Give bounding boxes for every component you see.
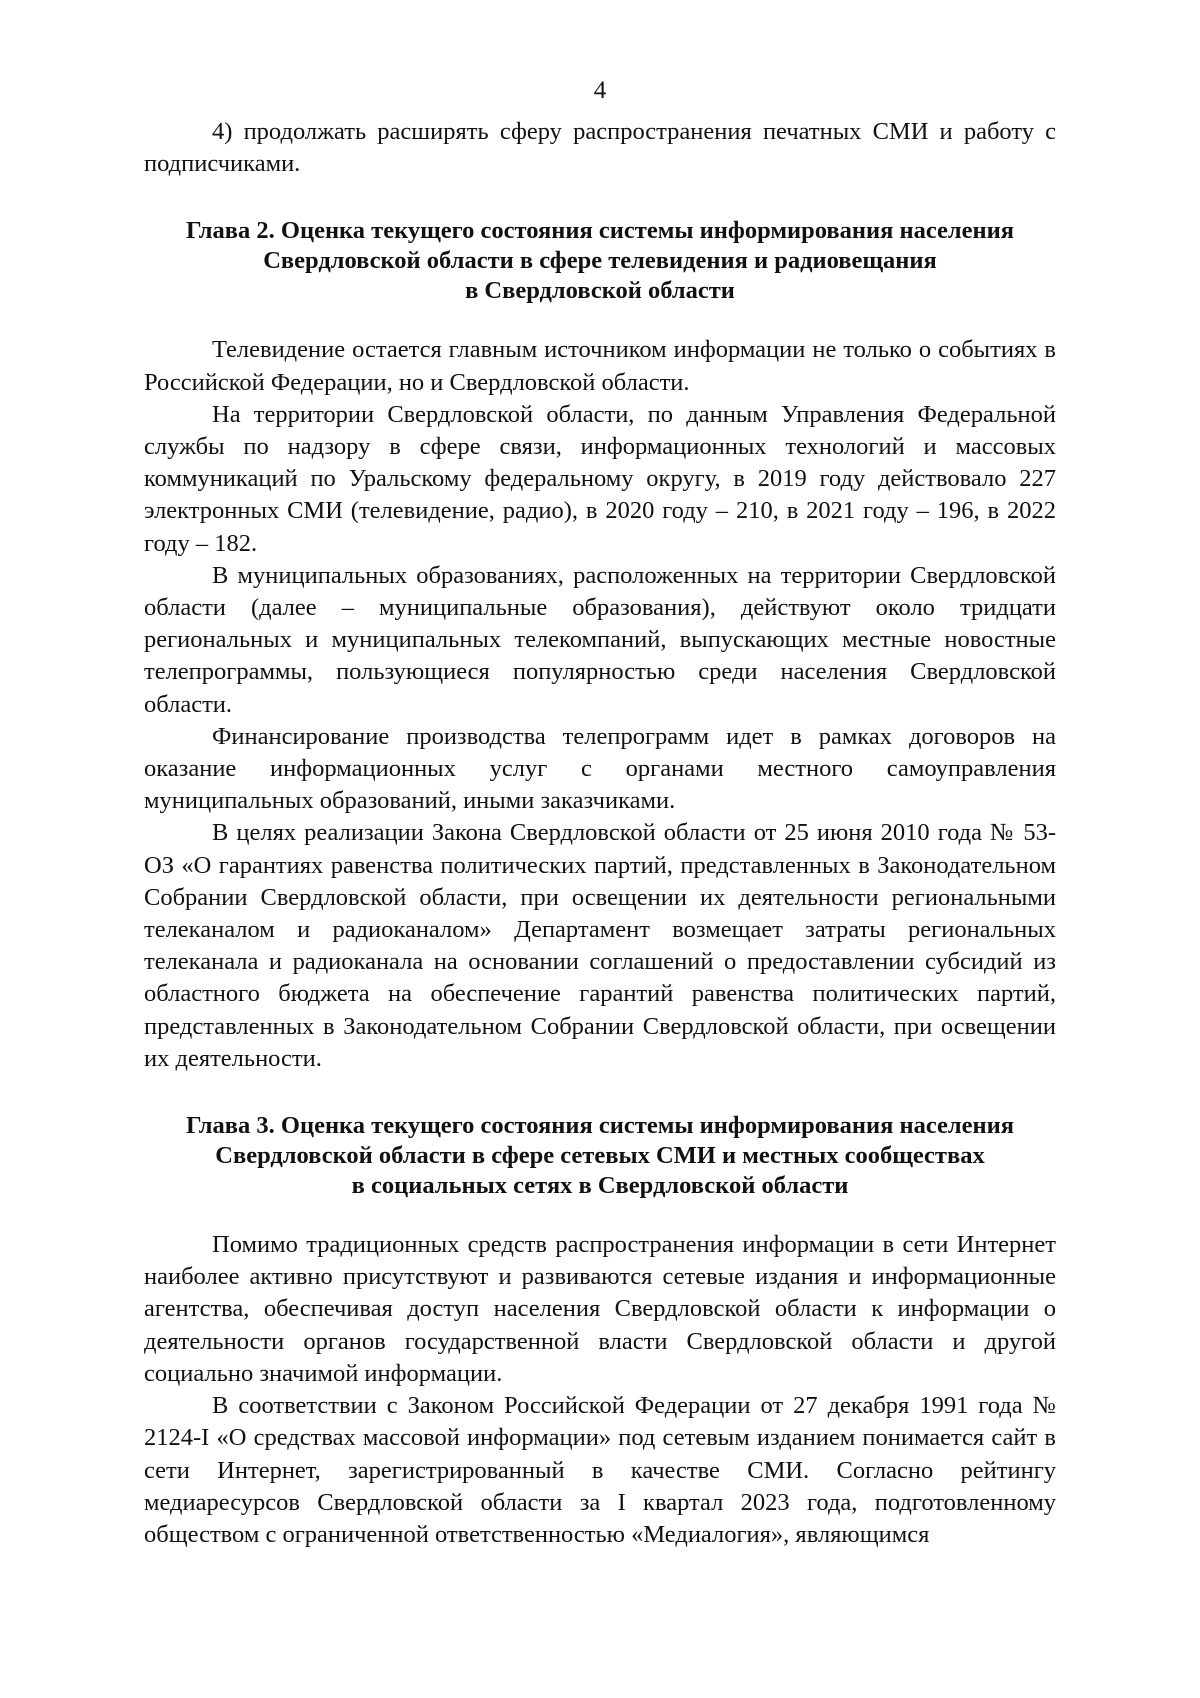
page-number: 4 <box>593 77 607 104</box>
chapter-2-heading-line: в Свердловской области <box>465 277 735 305</box>
chapter-2-paragraph: В муниципальных образованиях, расположенных на территории Свердловской области (далее – муниципальные образования), действуют около тридцати региональных и муниципальных телекомпаний, выпускающих местные новостные телепрограммы, пользующиеся популярностью среди населения Свердловской области. <box>144 561 1056 718</box>
chapter-2-paragraph: На территории Свердловской области, по данным Управления Федеральной службы по надзору в сфере связи, информационных технологий и массовых коммуникаций по Уральскому федеральному округу, в 2019 году действовало 227 электронных СМИ (телевидение, радио), в 2020 году – 210, в 2021 году – 196, в 2022 году – 182. <box>144 400 1056 557</box>
chapter-2-heading-line: Свердловской области в сфере телевидения и радиовещания <box>263 247 937 275</box>
intro-paragraph: 4) продолжать расширять сферу распространения печатных СМИ и работу с подписчиками. <box>144 118 1056 178</box>
document-body <box>144 116 1056 1551</box>
chapter-2-paragraph: Телевидение остается главным источником информации не только о событиях в Российской Федерации, но и Свердловской области. <box>144 336 1056 396</box>
chapter-2-paragraph: Финансирование производства телепрограмм идет в рамках договоров на оказание информационных услуг с органами местного самоуправления муниципальных образований, иными заказчиками. <box>144 722 1056 815</box>
chapter-3-heading-line: в социальных сетях в Свердловской области <box>351 1172 849 1200</box>
chapter-3-paragraph: В соответствии с Законом Российской Федерации от 27 декабря 1991 года № 2124-I «О средствах массовой информации» под сетевым изданием понимается сайт в сети Интернет, зарегистрированный в качестве СМИ. Согласно рейтингу медиаресурсов Свердловской области за I квартал 2023 года, подготовленному обществом с ограниченной ответственностью «Медиалогия», являющимся <box>144 1392 1056 1548</box>
chapter-3-heading <box>144 1111 1056 1201</box>
chapter-2-heading <box>144 216 1056 306</box>
chapter-2-paragraph: В целях реализации Закона Свердловской области от 25 июня 2010 года № 53-ОЗ «О гарантиях равенства политических партий, представленных в Законодательном Собрании Свердловской области, при освещении их деятельности региональными телеканалом и радиоканалом» Департамент возмещает затраты региональных телеканала и радиоканала на основании соглашений о предоставлении субсидий из областного бюджета на обеспечение гарантий равенства политических партий, представленных в Законодательном Собрании Свердловской области, при освещении их деятельности. <box>144 819 1056 1072</box>
chapter-3-paragraph: Помимо традиционных средств распространения информации в сети Интернет наиболее активно присутствуют и развиваются сетевые издания и информационные агентства, обеспечивая доступ населения Свердловской области к информации о деятельности органов государственной власти Свердловской области и другой социально значимой информации. <box>144 1231 1056 1387</box>
chapter-3-heading-line: Глава 3. Оценка текущего состояния системы информирования населения <box>185 1112 1015 1140</box>
chapter-2-heading-line: Глава 2. Оценка текущего состояния системы информирования населения <box>185 217 1015 245</box>
chapter-3-heading-line: Свердловской области в сфере сетевых СМИ и местных сообществах <box>215 1142 985 1170</box>
